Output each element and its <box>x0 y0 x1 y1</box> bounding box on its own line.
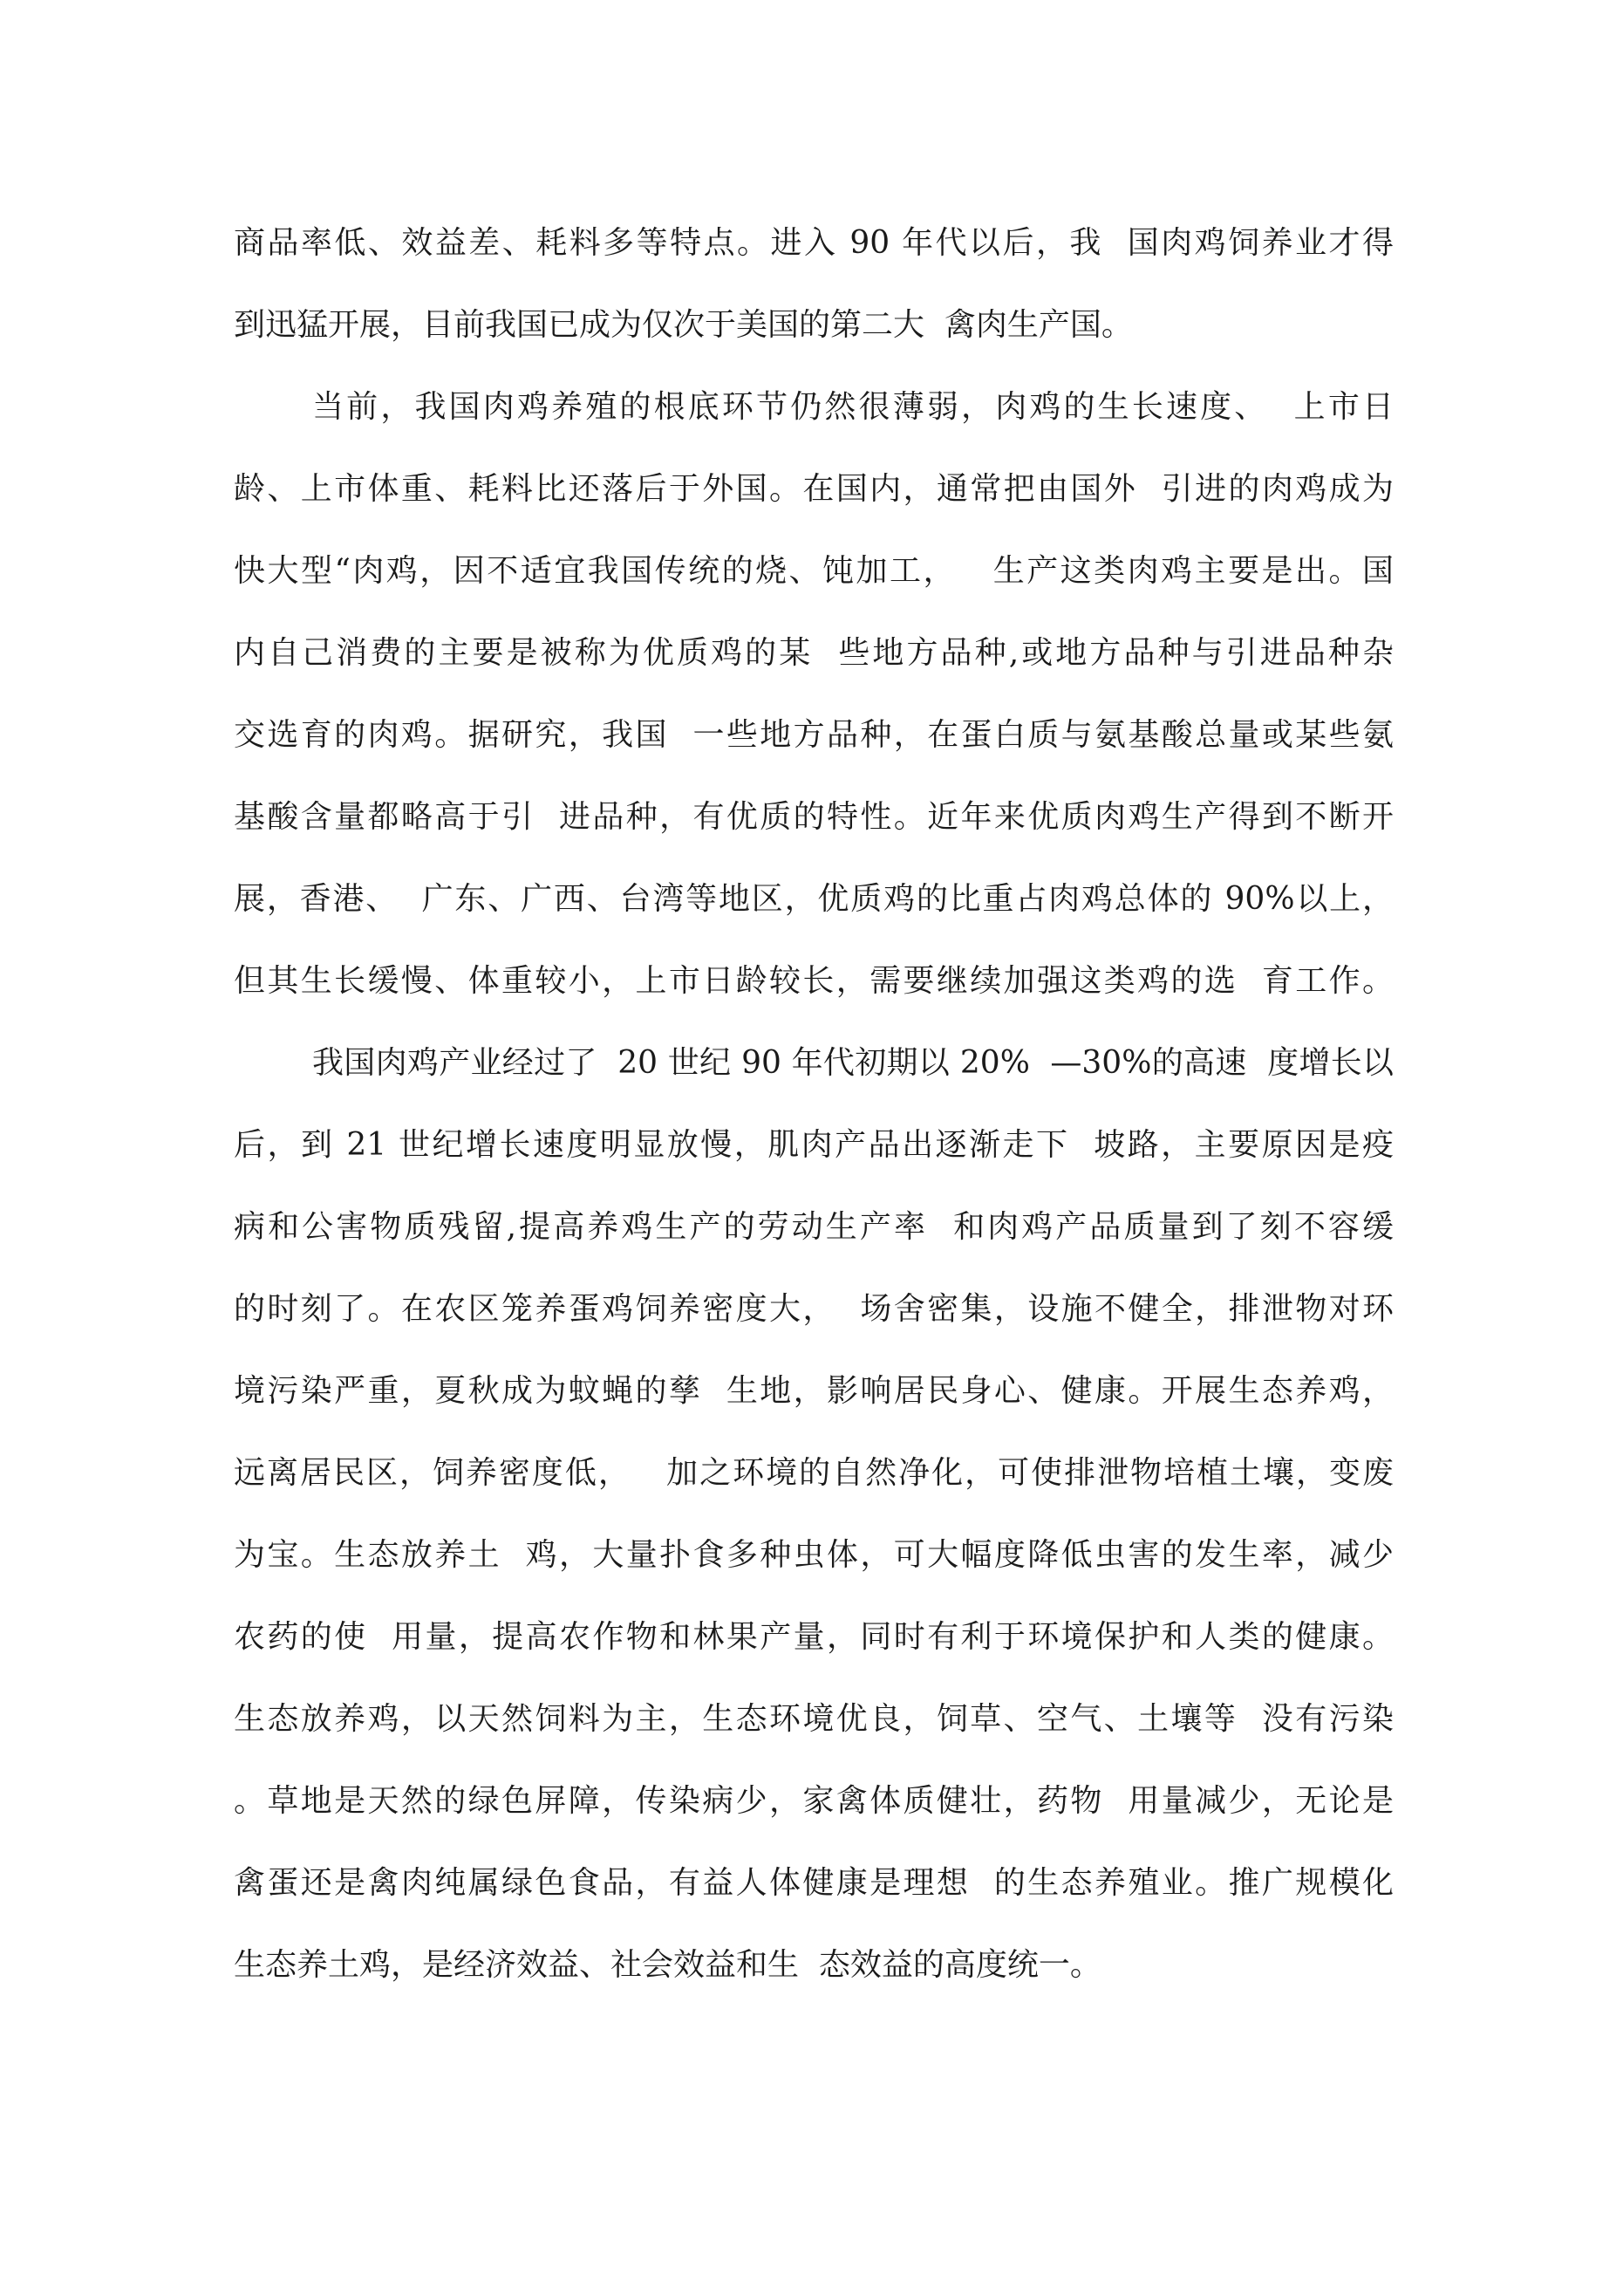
text-line: 到迅猛开展，目前我国已成为仅次于美国的第二大 禽肉生产国。 <box>234 307 1133 343</box>
text-line: 商品率低、效益差、耗料多等特点。进入 90 年代以后，我 国肉鸡饲养业才得 <box>234 225 1394 261</box>
text-line: 交选育的肉鸡。据研究，我国 一些地方品种，在蛋白质与氨基酸总量或某些氨 <box>234 717 1394 753</box>
text-line: 。草地是天然的绿色屏障，传染病少，家禽体质健壮，药物 用量减少，无论是 <box>234 1783 1394 1819</box>
text-line: 后，到 21 世纪增长速度明显放慢，肌肉产品出逐渐走下 坡路，主要原因是疫 <box>234 1127 1394 1163</box>
text-line: 生态养土鸡，是经济效益、社会效益和生 态效益的高度统一。 <box>234 1947 1101 1983</box>
text-line: 生态放养鸡，以天然饲料为主，生态环境优良，饲草、空气、土壤等 没有污染 <box>234 1701 1394 1737</box>
text-line: 基酸含量都略高于引 进品种，有优质的特性。近年来优质肉鸡生产得到不断开 <box>234 799 1394 835</box>
text-line: 我国肉鸡产业经过了 20 世纪 90 年代初期以 20% —30%的高速 度增长以 <box>312 1045 1394 1081</box>
text-line: 内自己消费的主要是被称为优质鸡的某 些地方品种,或地方品种与引进品种杂 <box>234 635 1394 671</box>
paragraph <box>234 202 1394 366</box>
text-line: 禽蛋还是禽肉纯属绿色食品，有益人体健康是理想 的生态养殖业。推广规模化 <box>234 1865 1394 1901</box>
text-line: 展，香港、 广东、广西、台湾等地区，优质鸡的比重占肉鸡总体的 90%以上， <box>234 881 1394 917</box>
paragraph <box>234 1022 1394 2006</box>
text-line: 病和公害物质残留,提高养鸡生产的劳动生产率 和肉鸡产品质量到了刻不容缓 <box>234 1209 1394 1245</box>
body-text <box>234 202 1394 2006</box>
text-line: 远离居民区，饲养密度低， 加之环境的自然净化，可使排泄物培植土壤，变废 <box>234 1455 1394 1491</box>
text-line: 但其生长缓慢、体重较小，上市日龄较长，需要继续加强这类鸡的选 育工作。 <box>234 963 1394 999</box>
text-line: 当前，我国肉鸡养殖的根底环节仍然很薄弱，肉鸡的生长速度、 上市日 <box>312 389 1394 425</box>
text-line: 为宝。生态放养土 鸡，大量扑食多种虫体，可大幅度降低虫害的发生率，减少 <box>234 1537 1394 1573</box>
text-line: 境污染严重，夏秋成为蚊蝇的孳 生地，影响居民身心、健康。开展生态养鸡， <box>234 1373 1394 1409</box>
text-line: 快大型“肉鸡，因不适宜我国传统的烧、饨加工， 生产这类肉鸡主要是出。国 <box>234 553 1394 589</box>
text-line: 农药的使 用量，提高农作物和林果产量，同时有利于环境保护和人类的健康。 <box>234 1619 1394 1655</box>
text-line: 龄、上市体重、耗料比还落后于外国。在国内，通常把由国外 引进的肉鸡成为 <box>234 471 1394 507</box>
paragraph <box>234 366 1394 1022</box>
text-line: 的时刻了。在农区笼养蛋鸡饲养密度大， 场舍密集，设施不健全，排泄物对环 <box>234 1291 1394 1327</box>
